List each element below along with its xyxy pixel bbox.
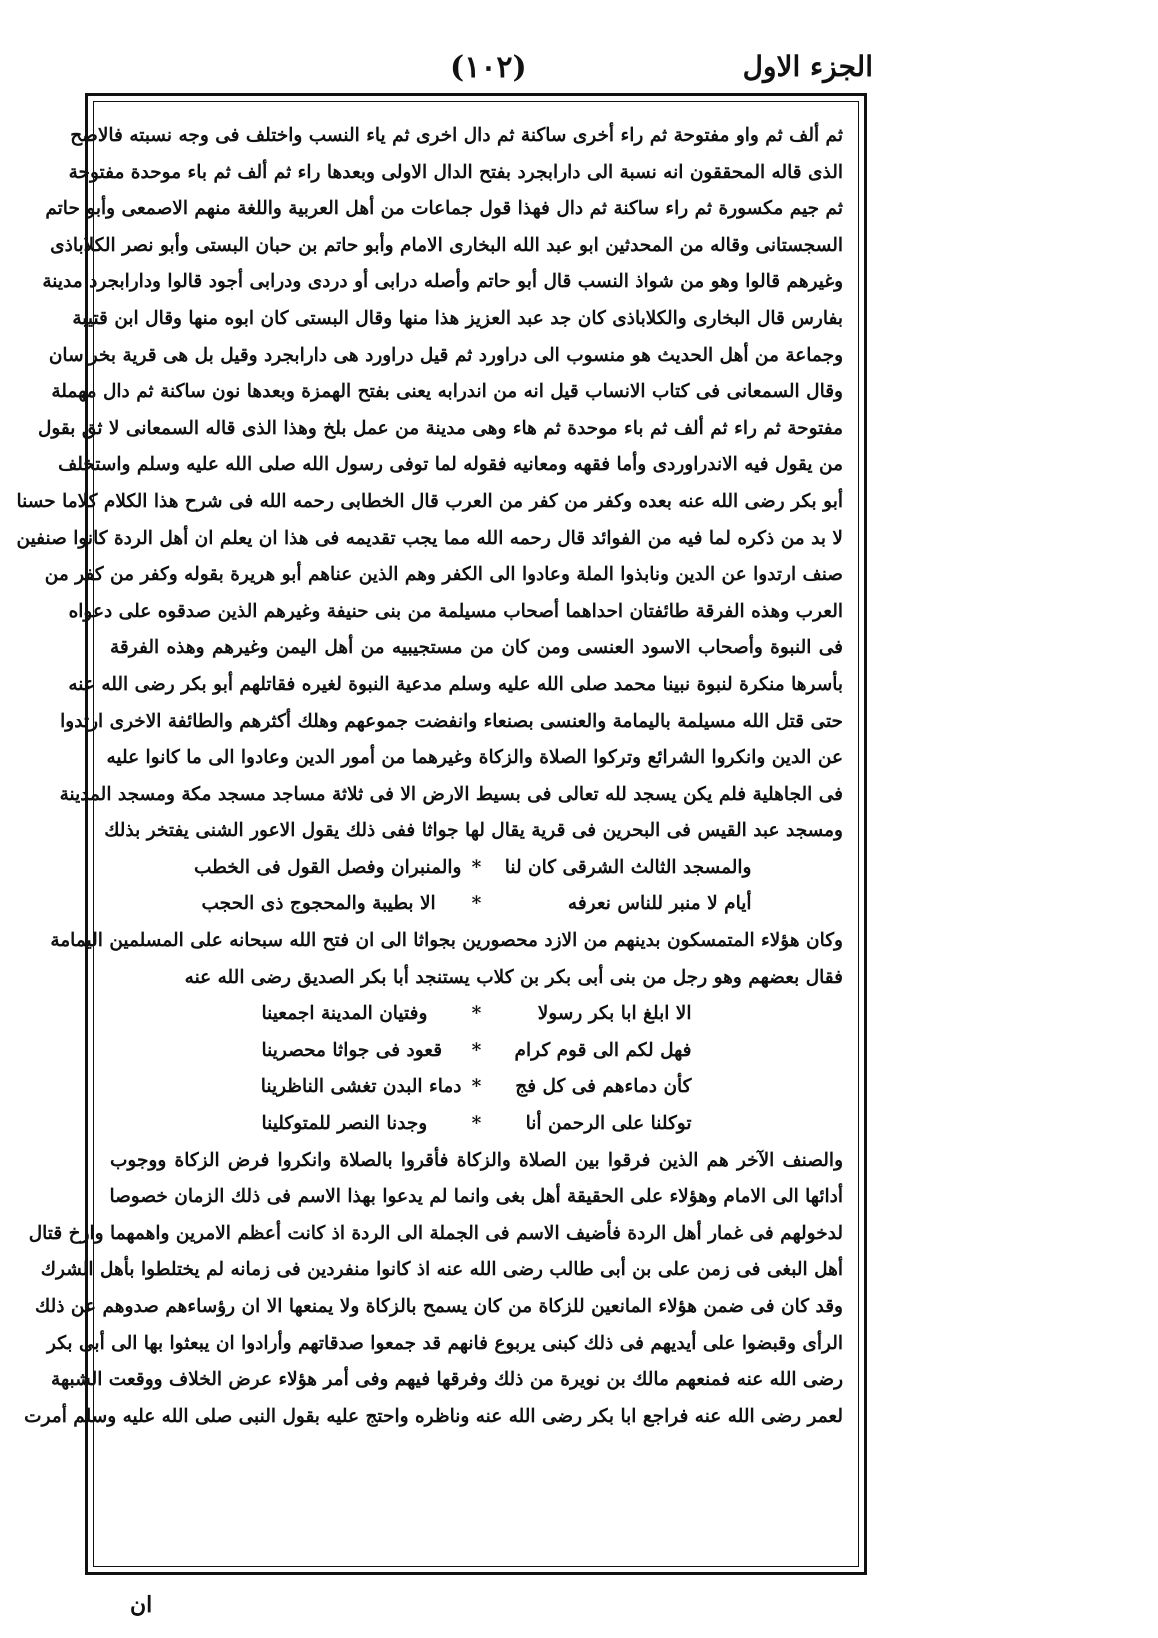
text-line: بأسرها منكرة لنبوة نبينا محمد صلى الله عليه وسلم مدعية النبوة لغيره فقاتلهم أبو بكر رضى الله عنه	[68, 673, 843, 695]
verse-separator-star: *	[471, 1076, 482, 1098]
poem-verse	[110, 1069, 843, 1106]
verse-first-hemistich: الا ابلغ ابا بكر رسولا	[537, 1003, 692, 1025]
text-line: أبو بكر رضى الله عنه بعده وكفر من كفر من العرب قال الخطابى رحمه الله فى شرح هذا الكلام كلاما حسنا	[16, 490, 843, 512]
text-line: رضى الله عنه فمنعهم مالك بن نويرة من ذلك وفرقها فيهم وفى أمر هؤلاء عرض الخلاف ووقعت الشبهة	[51, 1369, 843, 1391]
verse-separator-star: *	[471, 1003, 482, 1025]
text-line: لعمر رضى الله عنه فراجع ابا بكر رضى الله عنه وناظره واحتج عليه بقول النبى صلى الله عليه وسلم أمرت	[24, 1405, 843, 1427]
verse-first-hemistich: فهل لكم الى قوم كرام	[514, 1039, 692, 1061]
text-line: أهل البغى فى زمن على بن أبى طالب رضى الله عنه اذ كانوا منفردين فى زمانه لم يختلطوا بأهل الشرك	[40, 1259, 843, 1281]
text-line: فى النبوة وأصحاب الاسود العنسى ومن كان من مستجيبيه من أهل اليمن وغيرهم وهذه الفرقة	[110, 637, 843, 659]
poem-verse	[110, 1106, 843, 1143]
text-line: بفارس قال البخارى والكلاباذى كان جد عبد العزيز هذا منها وقال البستى كان ابوه منها وقال ابن قتيبة	[72, 307, 843, 329]
verse-separator-star: *	[471, 856, 482, 878]
poem-verse	[110, 886, 843, 923]
text-line: ومسجد عبد القيس فى البحرين فى قرية يقال لها جواثا ففى ذلك يقول الاعور الشنى يفتخر بذلك	[104, 820, 843, 842]
text-line: لا بد من ذكره لما فيه من الفوائد قال رحمه الله مما يجب تقديمه فى هذا ان يعلم ان أهل الردة كانوا صنفين	[16, 527, 843, 549]
verse-separator-star: *	[471, 893, 482, 915]
text-line: ثم جيم مكسورة ثم راء ساكنة ثم دال فهذا قول جماعات من أهل العربية واللغة منهم الاصمعى وأبو حاتم	[45, 198, 843, 220]
text-line: وكان هؤلاء المتمسكون بدينهم من الازد محصورين بجواثا الى ان فتح الله سبحانه على المسلمين اليمامة	[50, 930, 843, 952]
text-line: وقد كان فى ضمن هؤلاء المانعين للزكاة من كان يسمح بالزكاة ولا يمنعها الا ان رؤساءهم صدوهم عن ذلك	[35, 1296, 843, 1317]
verse-first-hemistich: توكلنا على الرحمن أنا	[525, 1113, 692, 1135]
text-line: من يقول فيه الاندراوردى وأما فقهه ومعانيه فقوله لما توفى رسول الله صلى الله عليه وسلم واستخلف	[58, 454, 843, 476]
poem-verse	[110, 1033, 843, 1070]
text-line: وجماعة من أهل الحديث هو منسوب الى دراورد ثم قيل دراورد هى دارابجرد وقيل بل هى قرية بخراسان	[48, 344, 843, 366]
text-line: لدخولهم فى غمار أهل الردة فأضيف الاسم فى الجملة الى الردة اذ كانت أعظم الامرين واهمهما وارخ قتال	[28, 1222, 843, 1244]
catchword: ان	[130, 1592, 153, 1618]
text-line: أدائها الى الامام وهؤلاء على الحقيقة أهل بغى وانما لم يدعوا بهذا الاسم فى ذلك الزمان خصوصا	[109, 1186, 843, 1208]
text-line: صنف ارتدوا عن الدين ونابذوا الملة وعادوا الى الكفر وهم الذين عناهم أبو هريرة بقوله وكفر من كفر من	[44, 564, 843, 586]
verse-first-hemistich: والمسجد الثالث الشرقى كان لنا	[504, 856, 752, 878]
poem-verse	[110, 850, 843, 887]
text-line: وغيرهم قالوا وهو من شواذ النسب قال أبو حاتم وأصله درابى أو دردى ودرابى أجود قالوا ودارابجرد مدينة	[42, 271, 843, 293]
text-line: الذى قاله المحققون انه نسبة الى دارابجرد بفتح الدال الاولى وبعدها راء ثم ألف ثم باء موحدة مفتوحة	[68, 161, 843, 183]
poem-verse	[110, 996, 843, 1033]
volume-label: الجزء الاول	[742, 50, 873, 83]
text-line: الرأى وقبضوا على أيديهم فى ذلك كبنى يربوع فانهم قد جمعوا صدقاتهم وأرادوا ان يبعثوا بها الى أبى بكر	[46, 1332, 843, 1354]
verse-first-hemistich: أيام لا منبر للناس نعرفه	[567, 893, 752, 915]
text-line: السجستانى وقاله من المحدثين ابو عبد الله البخارى الامام وأبو حاتم بن حبان البستى وأبو نصر الكلاباذى	[50, 234, 843, 256]
text-line: فى الجاهلية فلم يكن يسجد لله تعالى فى بسيط الارض الا فى ثلاثة مساجد مسجد مكة ومسجد المدينة	[59, 783, 843, 805]
text-line: ثم ألف ثم واو مفتوحة ثم راء أخرى ساكنة ثم دال اخرى ثم ياء النسب واختلف فى وجه نسبته فالاصح	[70, 125, 843, 146]
verse-second-hemistich: وفتيان المدينة اجمعينا	[261, 1003, 428, 1025]
text-line: مفتوحة ثم راء ثم ألف ثم باء موحدة ثم هاء وهى مدينة من عمل بلخ وهذا الذى قاله السمعانى لا ثق بقول	[37, 417, 843, 439]
verse-second-hemistich: والمنبران وفصل القول فى الخطب	[193, 856, 462, 878]
verse-separator-star: *	[471, 1039, 482, 1061]
verse-first-hemistich: كأن دماءهم فى كل فج	[515, 1076, 692, 1098]
text-line: عن الدين وانكروا الشرائع وتركوا الصلاة والزكاة وغيرهما من أمور الدين وعادوا الى ما كانوا عليه	[106, 747, 843, 769]
verse-separator-star: *	[471, 1113, 482, 1135]
main-text	[16, 118, 843, 1435]
text-line: وقال السمعانى فى كتاب الانساب قيل انه من اندرابه يعنى بفتح الهمزة وبعدها نون ساكنة ثم دال مهملة	[51, 381, 843, 403]
verse-second-hemistich: قعود فى جواثا محصرينا	[261, 1039, 443, 1061]
text-line: فقال بعضهم وهو رجل من بنى أبى بكر بن كلاب يستنجد أبا بكر الصديق رضى الله عنه	[184, 966, 843, 988]
verse-second-hemistich: دماء البدن تغشى الناظرينا	[260, 1076, 462, 1098]
text-line: العرب وهذه الفرقة طائفتان احداهما أصحاب مسيلمة من بنى حنيفة وغيرهم الذين صدقوه على دعواه	[68, 600, 843, 622]
text-line: حتى قتل الله مسيلمة باليمامة والعنسى بصنعاء وانفضت جموعهم وهلك أكثرهم والطائفة الاخرى ارتدوا	[60, 710, 843, 732]
page-number: (١٠٢)	[450, 50, 527, 85]
verse-second-hemistich: الا بطيبة والمحجوج ذى الحجب	[201, 893, 436, 915]
verse-second-hemistich: وجدنا النصر للمتوكلينا	[261, 1113, 428, 1135]
text-line: والصنف الآخر هم الذين فرقوا بين الصلاة والزكاة فأقروا بالصلاة وانكروا فرض الزكاة ووجوب	[110, 1149, 843, 1171]
